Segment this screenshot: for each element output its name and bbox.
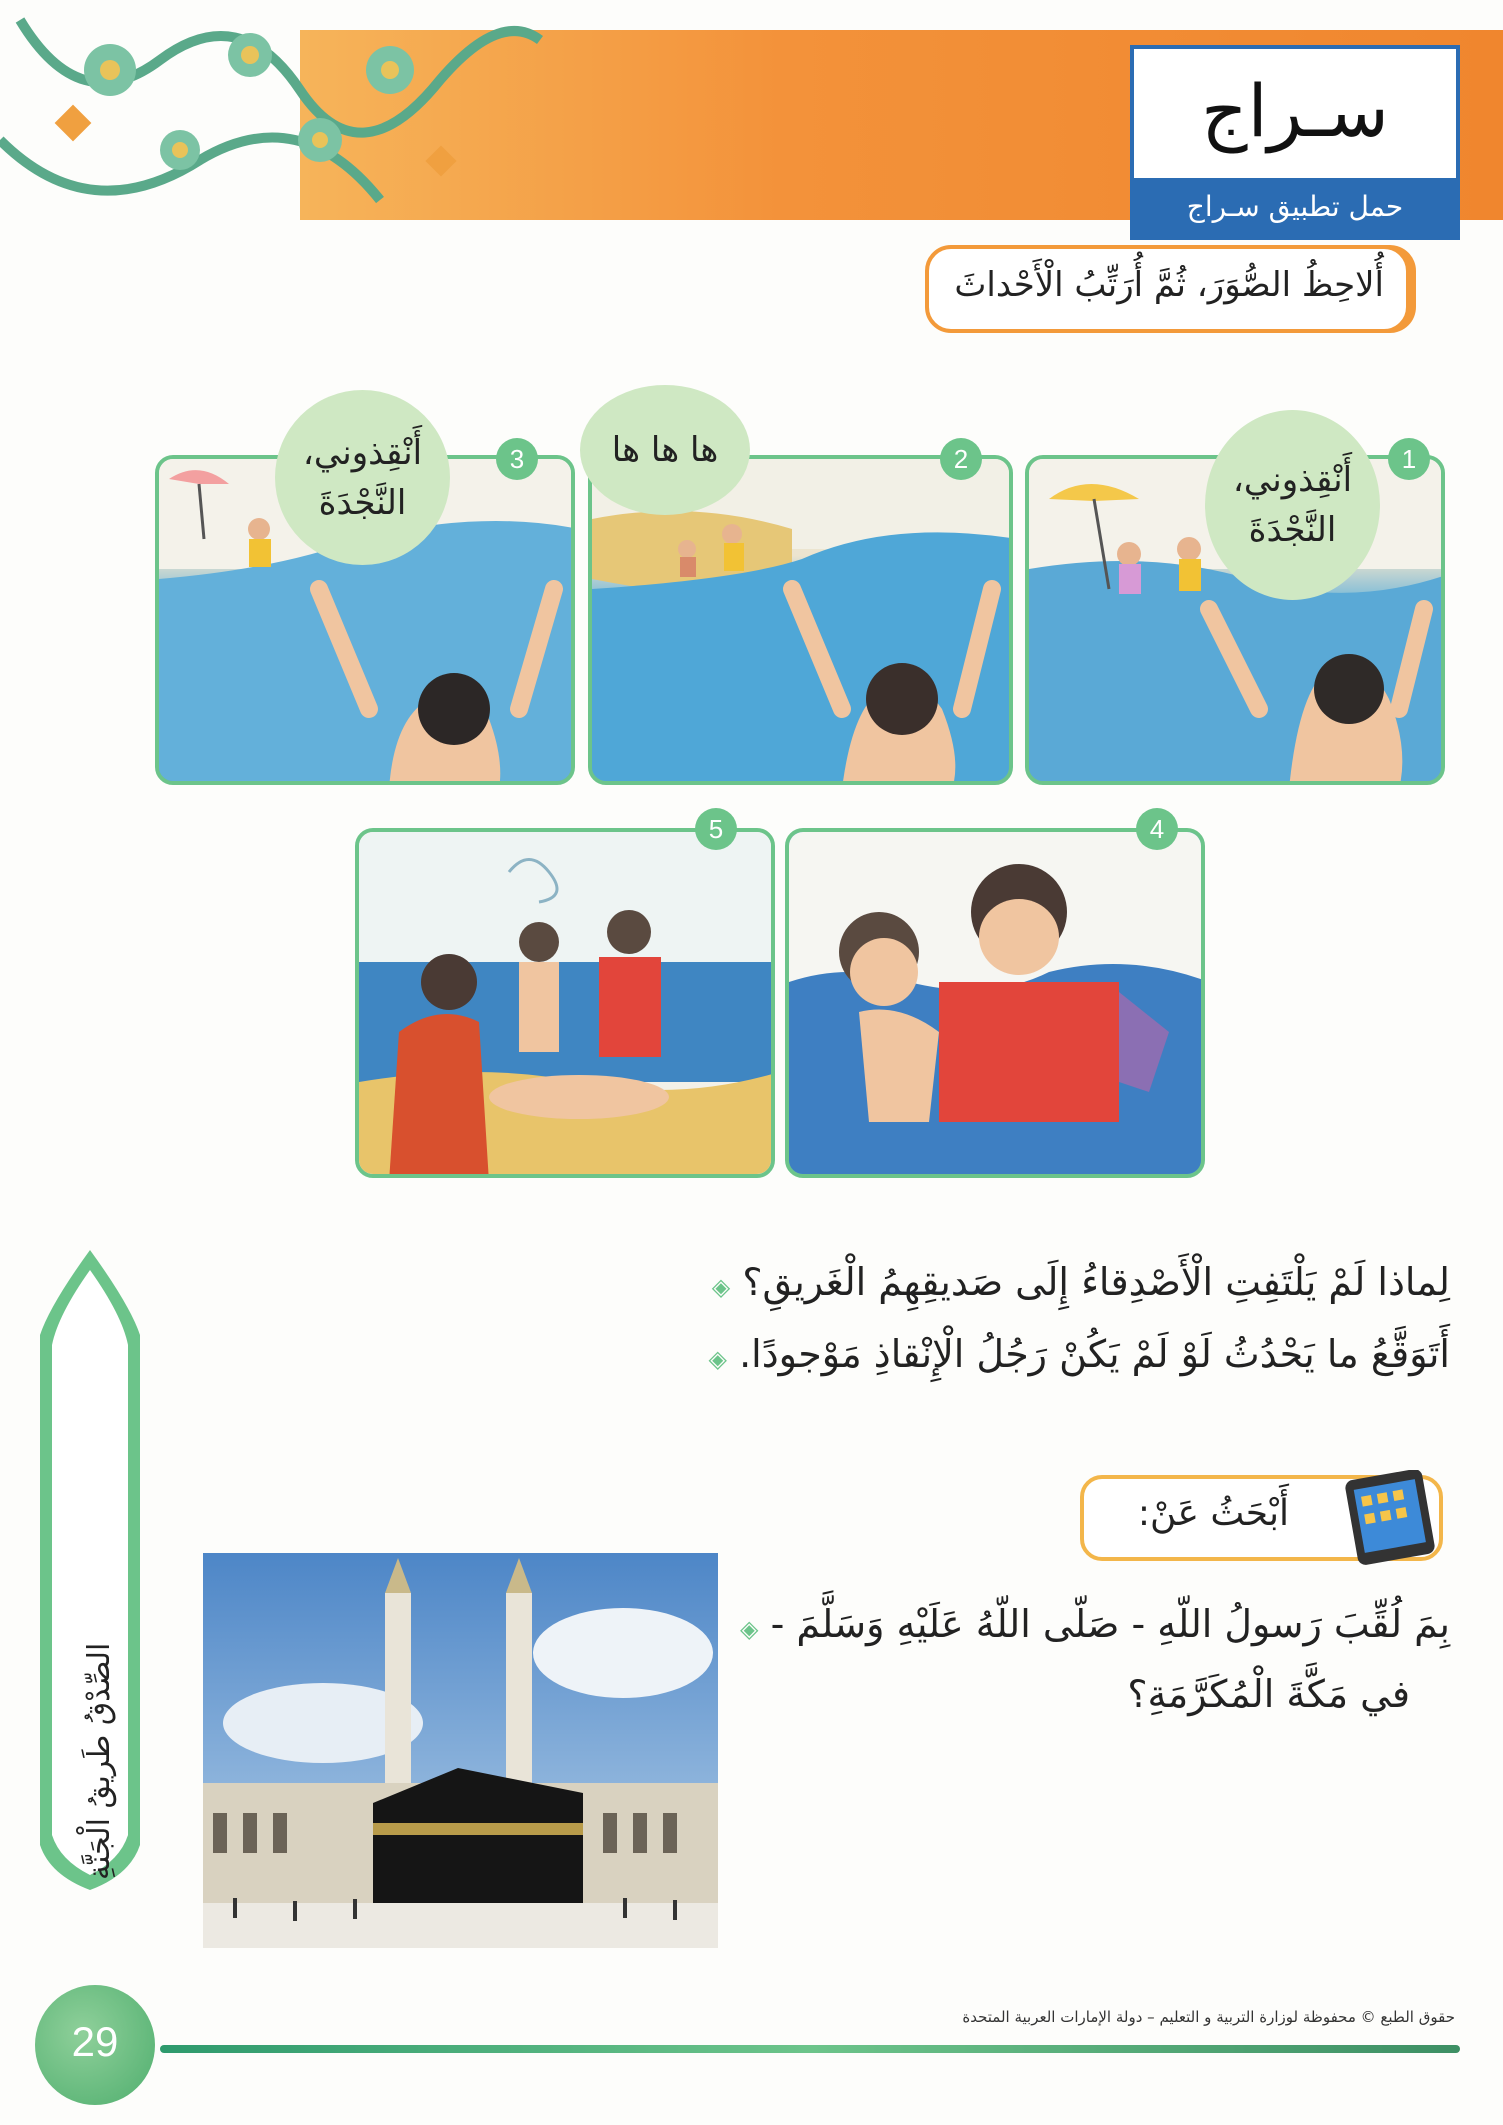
siraj-logo[interactable] <box>1130 45 1460 240</box>
panel-number-2: 2 <box>940 438 982 480</box>
speech-bubble-3 <box>275 390 450 565</box>
logo-title: سـراج <box>1201 69 1389 153</box>
panel-number-1: 1 <box>1388 438 1430 480</box>
copyright-notice: حقوق الطبع © محفوظة لوزارة التربية و التعليم – دولة الإمارات العربية المتحدة <box>962 2008 1455 2026</box>
bullet-icon: ◈ <box>740 1615 759 1643</box>
instruction-box <box>925 245 1410 333</box>
question-2-text: أَتَوَقَّعُ ما يَحْدُثُ لَوْ لَمْ يَكُنْ رَجُلُ الْإِنْقاذِ مَوْجودًا. <box>739 1332 1450 1376</box>
islamic-ornament <box>0 0 560 250</box>
panel-5-illustration <box>359 832 775 1178</box>
question-2 <box>560 1332 1450 1376</box>
tablet-icon <box>1345 1470 1435 1565</box>
panel-number-3: 3 <box>496 438 538 480</box>
logo-subtitle: حمل تطبيق سـراج <box>1134 178 1456 236</box>
instruction-text: أُلاحِظُ الصُّوَرَ، ثُمَّ أُرَتِّبُ الْأَحْداثَ <box>954 265 1384 305</box>
panel-4-illustration <box>789 832 1205 1178</box>
comic-panel-5 <box>355 828 775 1178</box>
question-1-text: لِماذا لَمْ يَلْتَفِتِ الْأَصْدِقاءُ إِلَى صَديقِهِمُ الْغَريقِ؟ <box>742 1260 1450 1304</box>
bullet-icon: ◈ <box>711 1273 731 1301</box>
kaaba-illustration <box>203 1553 718 1948</box>
unit-title: الصِّدْقُ طَريقُ الْجَنَّةِ <box>82 1642 117 1880</box>
search-label: أَبْحَثُ عَنْ: <box>1137 1493 1289 1534</box>
speech-bubble-1-text: أَنْقِذوني، النَّجْدَةَ <box>1232 460 1353 550</box>
search-question-line-1-text: بِمَ لُقِّبَ رَسولُ اللّهِ - صَلّى اللّهُ عَلَيْهِ وَسَلَّمَ - <box>770 1602 1450 1646</box>
bullet-icon: ◈ <box>708 1345 727 1373</box>
question-1 <box>560 1260 1450 1304</box>
panel-number-4: 4 <box>1136 808 1178 850</box>
footer-divider <box>160 2045 1460 2053</box>
comic-panel-4 <box>785 828 1205 1178</box>
panel-number-5: 5 <box>695 808 737 850</box>
unit-title-vertical <box>52 1520 142 1880</box>
kaaba-photo <box>203 1553 718 1948</box>
search-question-line-2: في مَكَّةَ الْمُكَرَّمَةِ؟ <box>1127 1672 1410 1716</box>
speech-bubble-2 <box>580 385 750 515</box>
speech-bubble-2-text: ها ها ها <box>611 430 719 470</box>
speech-bubble-1 <box>1205 410 1380 600</box>
speech-bubble-3-text: أَنْقِذوني، النَّجْدَةَ <box>302 432 423 523</box>
page-number: 29 <box>71 2018 119 2065</box>
